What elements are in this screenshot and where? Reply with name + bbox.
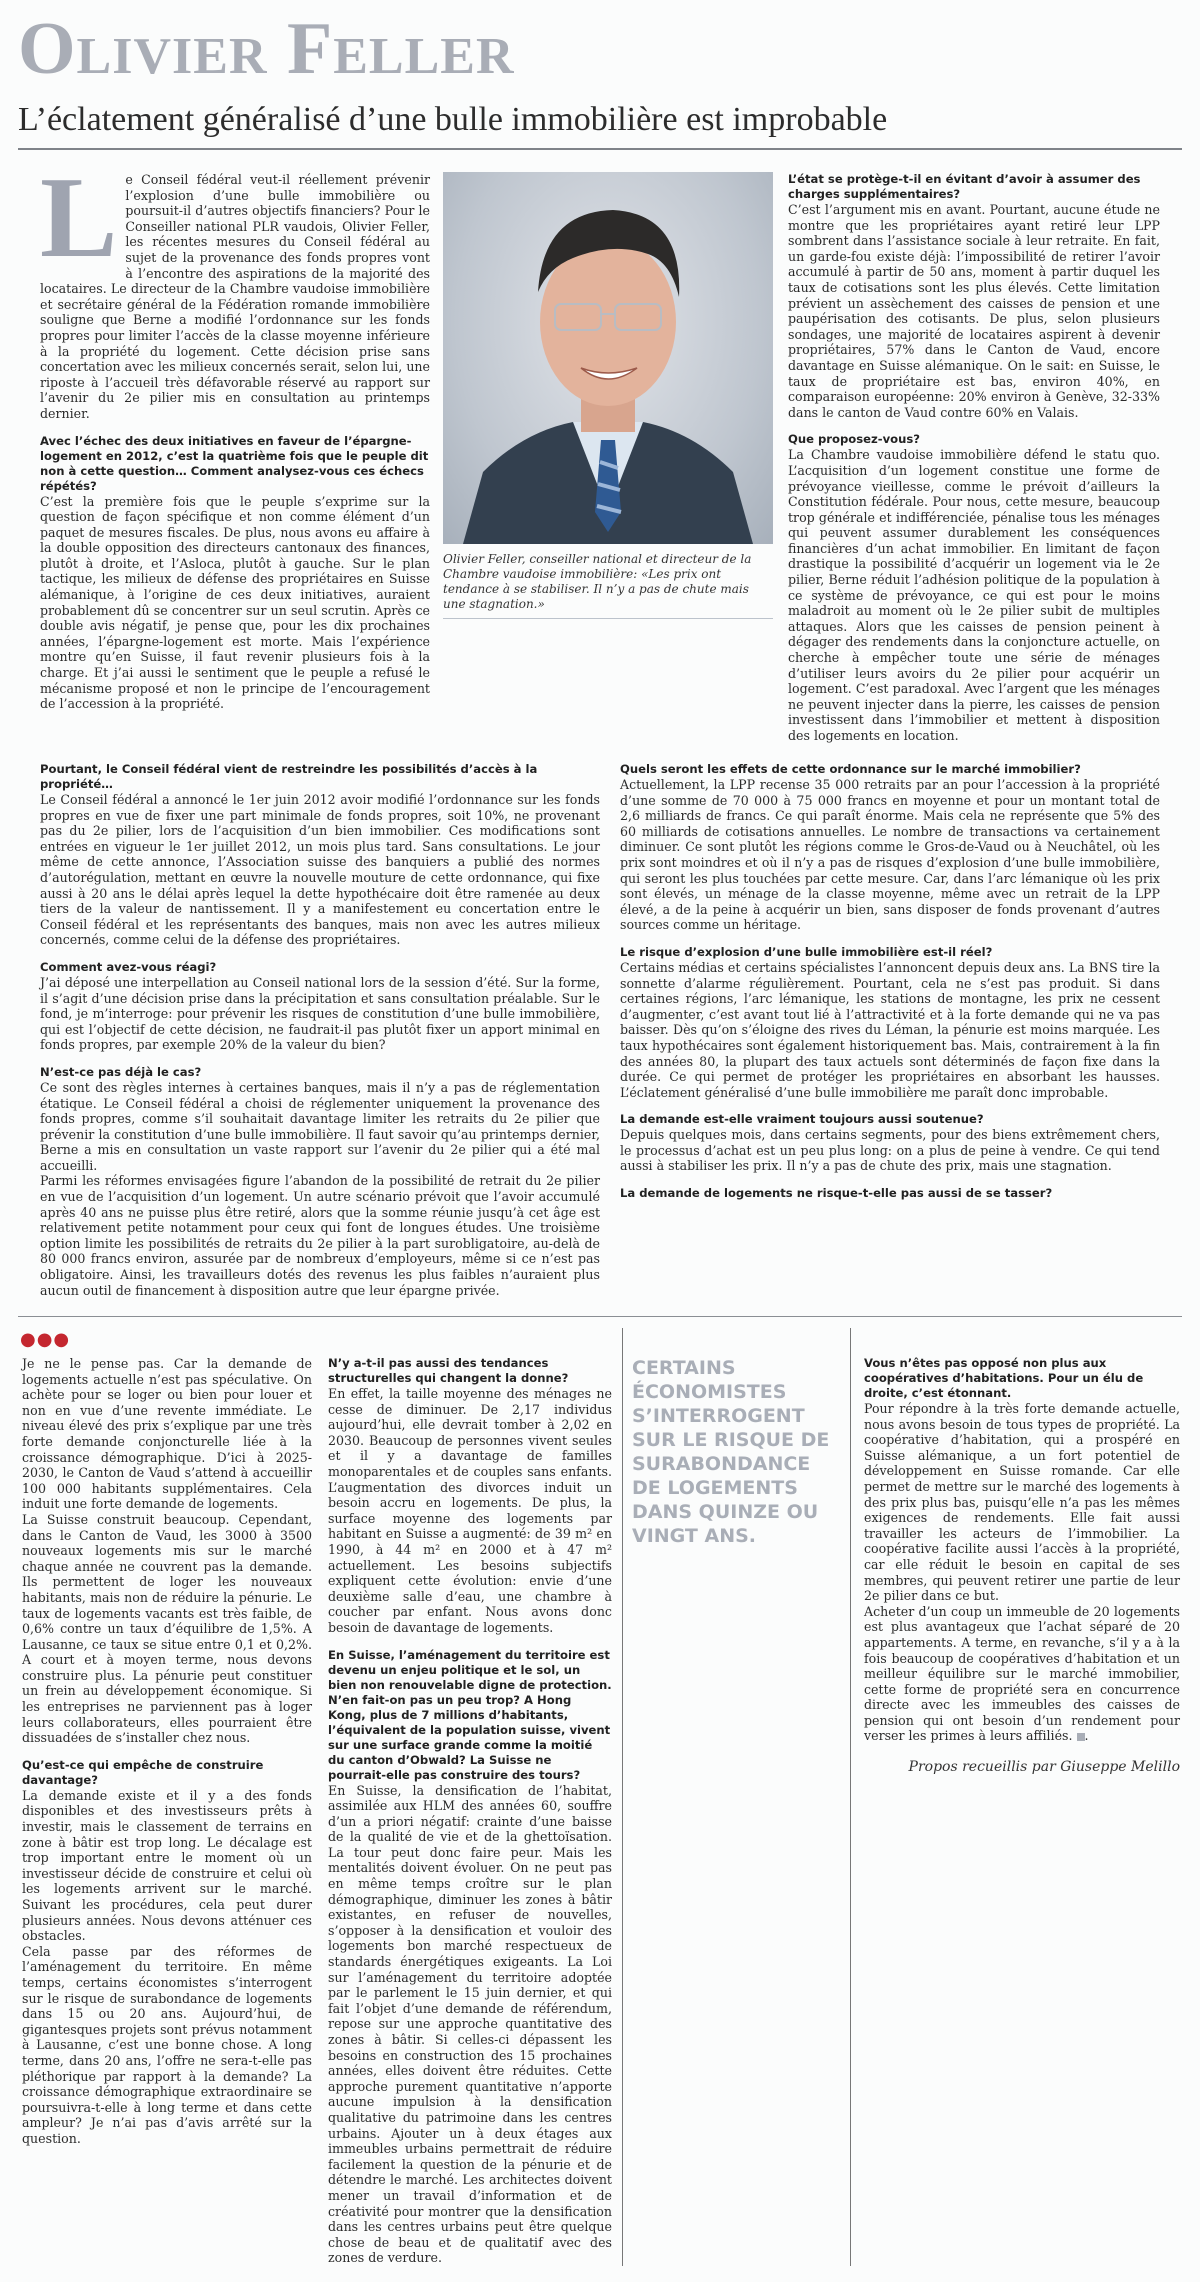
- answer-6: La Chambre vaudoise immobilière défend le statu quo. L’acquisition d’un logement constitue une forme de prévoyance vieillesse, comme le prévoit d’ailleurs la Constitution fédérale. Pour nous, cette mesure, beaucoup trop générale et indifférenciée, pénalise tous les ménages qui peuvent assumer durablement les conséquences financières d’un achat immobilier. En limitant de façon drastique la possibilité d’acquérir un logement via le 2e pilier, Berne réduit l’adhésion politique de la population à ce système de prévoyance, ce qui est pour le moins maladroit au moment où le 2e pilier subit de multiples attaques. Alors que les caisses de pension peinent à dégager des rendements dans la conjoncture actuelle, on cherche à empêcher toute une série de ménages d’utiliser leurs avoirs du 2e pilier pour acquérir un logement. C’est paradoxal. Avec l’argent que les ménages ne peuvent injecter dans la pierre, les caisses de pension investissent dans l’immobilier et mettent à disposition des logements en location.: [788, 447, 1160, 743]
- answer-12: En effet, la taille moyenne des ménages ne cesse de diminuer. De 2,17 individus aujourd’hui, elle devrait tomber à 2,02 en 2030. Beaucoup de personnes vivent seules et il y a davantage de familles monoparentales et de couples sans enfants. L’augmentation des divorces induit un besoin accru en logements. De plus, la surface moyenne des logements par habitant en Suisse a augmenté: de 39 m² en 1990, à 44 m² en 2000 et à 47 m² actuellement. Les besoins subjectifs expliquent cette évolution: envie d’une deuxième salle d’eau, une chambre à coucher par enfant. Nous avons donc besoin de davantage de logements.: [328, 1386, 612, 1635]
- answer-10b: La Suisse construit beaucoup. Cependant, dans le Canton de Vaud, les 3000 à 3500 nouveaux logements mis sur le marché chaque année ne couvrent pas la demande. Ils permettent de loger les nouveaux habitants, mais non de réduire la pénurie. Le taux de logements vacants est très faible, de 0,6% contre un taux d’équilibre de 1,5%. A Lausanne, ce taux se situe entre 0,1 et 0,2%. A court et à moyen terme, nous devons construire plus. La pénurie peut constituer un frein au développement économique. Si les entreprises ne parviennent pas à loger leurs collaborateurs, elles pourraient être dissuadées de s’installer chez nous.: [22, 1511, 312, 1746]
- answer-1: C’est la première fois que le peuple s’exprime sur la question de façon spécifique et non comme élément d’un paquet de mesures fiscales. De plus, nous avons eu affaire à la double opposition des directeurs cantonaux des finances, plutôt à droite, et l’Asloca, plutôt à gauche. Sur le plan tactique, les milieux de défense des propriétaires en Suisse alémanique, à l’origine de ces deux initiatives, auraient probablement dû se concentrer sur un seul scrutin. Après ce double avis négatif, je pense que, pour les dix prochaines années, l’épargne-logement est morte. Mais l’expérience montre qu’en Suisse, il faut revenir plusieurs fois à la charge. Et j’ai aussi le sentiment que le peuple a refusé le mécanisme proposé et non le principe de l’encouragement de l’accession à la propriété.: [40, 493, 430, 712]
- intro-column: [40, 154, 430, 712]
- photo-caption: Olivier Feller, conseiller national et directeur de la Chambre vaudoise immobilière: «Les prix ont tendance à se stabiliser. Il n’y a pas de chute mais une stagnation.»: [443, 552, 773, 619]
- question-4: N’est-ce pas déjà le cas?: [40, 1064, 202, 1079]
- question-12: N’y a-t-il pas aussi des tendances structurelles qui changent la donne?: [328, 1356, 569, 1385]
- pull-quote: CERTAINS ÉCONOMISTES S’INTERROGENT SUR LE RISQUE DE SURABONDANCE DE LOGEMENTS DANS QUINZE OU VINGT ANS.: [632, 1357, 830, 1547]
- headline: L’éclatement généralisé d’une bulle immobilière est improbable: [18, 101, 888, 138]
- right-column-top: [788, 172, 1160, 744]
- lower-column-2: [328, 1356, 612, 2266]
- question-13: En Suisse, l’aménagement du territoire est devenu un enjeu politique et le sol, un bien non renouvelable digne de protection. N’en fait-on pas un peu trop? A Hong Kong, plus de 7 millions d’habitants, l’équivalent de la population suisse, vivent sur une surface grande comme la moitié du canton d’Obwald? La Suisse ne pourrait-elle pas construire des tours?: [328, 1647, 612, 1782]
- answer-11b: Cela passe par des réformes de l’aménagement du territoire. En même temps, certains économistes s’interrogent sur le risque de surabondance de logements dans 15 ou 20 ans. Aujourd’hui, de gigantesques projets sont prévus notamment à Lausanne, c’est une bonne chose. A long terme, dans 20 ans, l’offre ne sera-t-elle pas pléthorique par rapport à la demande? La croissance démographique extraordinaire se poursuivra-t-elle à long terme et dans cette ampleur? Je n’ai pas d’avis arrêté sur la question.: [22, 1943, 312, 2146]
- answer-4: Ce sont des règles internes à certaines banques, mais il n’y a pas de réglementation étatique. Le Conseil fédéral a choisi de réglementer uniquement la provenance des fonds propres, comme s’il souhaitait davantage limiter les retraits du 2e pilier que prévenir la constitution d’une bulle immobilière. Il faut savoir qu’au printemps dernier, Berne a mis en consultation un vaste rapport sur l’avenir du 2e pilier qui a été mal accueilli.: [40, 1079, 600, 1173]
- lower-column-1: [22, 1356, 312, 2147]
- answer-7: Actuellement, la LPP recense 35 000 retraits par an pour l’accession à la propriété d’une somme de 70 000 à 75 000 francs en moyenne et pour un montant total de 2,6 milliards de francs. Ce qui paraît énorme. Mais cela ne représente que 5% des 60 milliards de cotisations annuelles. Le nombre de transactions va certainement diminuer. Ce sont plutôt les régions comme le Gros-de-Vaud ou à Neuchâtel, où les prix sont moindres et où il n’y a pas de risques d’explosion d’une bulle immobilière, qui seront les plus touchées par cette mesure. Car, dans l’arc lémanique où les prix sont élevés, un ménage de la classe moyenne, même avec un retrait de la LPP élevé, a de la peine à acquérir un bien, sans disposer de fonds provenant d’autres sources comme un héritage.: [620, 777, 1160, 933]
- question-10: La demande de logements ne risque-t-elle pas aussi de se tasser?: [620, 1186, 1053, 1201]
- answer-8: Certains médias et certains spécialistes l’annoncent depuis deux ans. La BNS tire la sonnette d’alarme régulièrement. Pourtant, cela ne s’est pas produit. Si dans certaines régions, l’arc lémanique, les stations de montagne, les prix ne cessent d’augmenter, c’est avant tout lié à l’attractivité et à la forte demande qui ne va pas baisser. Dès qu’on s’éloigne des rives du Léman, la pénurie est moins marquée. Les taux hypothécaires sont également historiquement bas. Mais, contrairement à la fin des années 80, la plupart des taux actuels sont déterminés de façon fixe dans la durée. Ce qui permet de protéger les propriétaires en absorbant les hausses. L’éclatement généralisé d’une bulle immobilière me paraît donc improbable.: [620, 959, 1160, 1100]
- question-11: Qu’est-ce qui empêche de construire davantage?: [22, 1757, 264, 1787]
- continuation-marker: ●●●: [20, 1329, 71, 1350]
- answer-3: J’ai déposé une interpellation au Conseil national lors de la session d’été. Sur la forme, il s’agit d’une décision prise dans la précipitation et sans consultation préalable. Sur le fond, je m’interroge: pour prévenir les risques de constitution d’une bulle immobilière, qui est l’objectif de cette décision, ne faudrait-il pas plutôt fixer un apport minimal en fonds propres, par exemple 20% de la valeur du bien?: [40, 974, 600, 1053]
- question-7: Quels seront les effets de cette ordonnance sur le marché immobilier?: [620, 762, 1081, 776]
- dropcap: L: [40, 154, 118, 282]
- portrait-photo: [443, 172, 773, 544]
- top-rule: [18, 148, 1182, 150]
- answer-10: Je ne le pense pas. Car la demande de logements actuelle n’est pas spéculative. On achète pour se loger ou bien pour louer et non en vue d’une revente immédiate. Le niveau élevé des prix s’explique par une très forte demande conjoncturelle liée à la croissance démographique. D’ici à 2025-2030, le Canton de Vaud s’attend à accueillir 100 000 habitants supplémentaires. Cela induit une forte demande de logements.: [22, 1356, 312, 1512]
- portrait-icon: [443, 172, 773, 544]
- lower-column-4: [864, 1356, 1180, 1744]
- end-mark-icon: [1077, 1733, 1085, 1741]
- answer-5: C’est l’argument mis en avant. Pourtant, aucune étude ne montre que les propriétaires ayant retiré leur LPP sombrent dans l’assistance sociale à leur retraite. En fait, un garde-fou existe déjà: l’impossibilité de retirer l’avoir accumulé à partir de 50 ans, moment à partir duquel les taux de cotisations sont les plus élevés. Cette limitation prévient un assèchement des caisses de pension et une paupérisation des cotisants. De plus, selon plusieurs sondages, une majorité de locataires aspirent à devenir propriétaires, 57% dans le Canton de Vaud, encore davantage en Suisse alémanique. On le sait: en Suisse, le taux de propriétaire est bas, environ 40%, en comparaison européenne: 20% environ à Genève, 32-33% dans le canton de Vaud contre 60% en Valais.: [788, 202, 1160, 420]
- answer-4b: Parmi les réformes envisagées figure l’abandon de la possibilité de retrait du 2e pilier en vue de l’acquisition d’un logement. Un autre scénario prévoit que l’avoir accumulé après 40 ans ne puisse plus être retiré, alors que la somme réunie jusqu’à cet âge est relativement petite notamment pour ceux qui font de longues études. Une troisième option limite les possibilités de retraits du 2e pilier à la part surobligatoire, au-delà de 80 000 francs environ, assurée par de nombreux d’employeurs, même si ce n’est pas obligatoire. Ainsi, les travailleurs dotés des revenus les plus faibles n’auraient plus aucun outil de financement à disposition autre que leur épargne privée.: [40, 1173, 600, 1298]
- question-6: Que proposez-vous?: [788, 432, 920, 447]
- masthead: Olivier Feller: [18, 8, 515, 90]
- question-8: Le risque d’explosion d’une bulle immobilière est-il réel?: [620, 944, 993, 959]
- intro-text: e Conseil fédéral veut-il réellement prévenir l’explosion d’une bulle immobilière ou poursuit-il d’autres objectifs financiers? Pour le Conseiller national PLR vaudois, Olivier Feller, les récentes mesures du Conseil fédéral au sujet de la provenance des fonds propres vont à l’encontre des aspirations de la majorité des locataires. Le directeur de la Chambre vaudoise immobilière et secrétaire général de la Fédération romande immobilière souligne que Berne a modifié l’ordonnance sur les fonds propres pour limiter l’accès de la classe moyenne inférieure à la propriété du logement. Cette décision prise sans concertation avec les milieux concernés serait, selon lui, une riposte à l’accueil très défavorable réservé au rapport sur l’avenir du 2e pilier mis en consultation au printemps dernier.: [40, 172, 430, 421]
- answer-2: Le Conseil fédéral a annoncé le 1er juin 2012 avoir modifié l’ordonnance sur les fonds propres en vue de fixer une part minimale de fonds propres, soit 10%, ne provenant pas du 2e pilier, lors de l’acquisition d’un bien immobilier. Ces modifications sont entrées en vigueur le 1er juillet 2012, un mois plus tard. Sans consultations. Le jour même de cette annonce, l’Association suisse des banquiers a publié des normes d’autorégulation, mettant en œuvre la nouvelle mouture de cette ordonnance, qui fixe aussi à 20 ans le délai après lequel la dette hypothécaire doit être ramenée au deux tiers de la valeur de nantissement. Il y a manifestement eu concertation entre le Conseil fédéral et les représentants des banques, mais non avec les autres milieux concernés, comme celui de la défense des propriétaires.: [40, 792, 600, 948]
- question-3: Comment avez-vous réagi?: [40, 959, 217, 974]
- answer-11: La demande existe et il y a des fonds disponibles et des investisseurs prêts à investir, mais le classement de terrains en zone à bâtir est trop long. Le décalage est trop important entre le moment où un investisseur décide de construire et celui où les logements arrivent sur le marché. Suivant les procédures, cela peut durer plusieurs années. Nous devons atténuer ces obstacles.: [22, 1787, 312, 1944]
- left-column-lower: [40, 762, 600, 1298]
- pull-quote-divider-right: [850, 1328, 851, 2266]
- right-column-lower: [620, 762, 1160, 1201]
- answer-13: En Suisse, la densification de l’habitat, assimilée aux HLM des années 60, souffre d’un a priori négatif: crainte d’une baisse de la qualité de vie et de la ghettoïsation. La tour peut donc faire peur. Mais les mentalités doivent évoluer. On ne peut pas en même temps croître sur le plan démographique, diminuer les zones à bâtir existantes, en refuser de nouvelles, s’opposer à la densification et vouloir des logements bon marché respectueux de standards énergétiques exigeants. La Loi sur l’aménagement du territoire adoptée par le parlement le 15 juin dernier, et qui fait l’objet d’une demande de référendum, repose sur une approche quantitative des zones à bâtir. Si celles-ci dépassent les besoins en construction des 15 prochaines années, elles doivent être réduites. Cette approche purement quantitative n’apporte aucune impulsion à la densification qualitative du patrimoine dans les centres urbains. Ajouter un à deux étages aux immeubles urbains permettrait de réduire facilement la question de la pénurie et de détendre le marché. Les architectes doivent mener un travail d’information et de créativité pour montrer que la densification dans les centres urbains peut être quelque chose de beau et de qualitatif avec des zones de verdure.: [328, 1782, 612, 2266]
- intro-paragraph: [40, 154, 430, 422]
- answer-9: Depuis quelques mois, dans certains segments, pour des biens extrêmement chers, le processus d’achat est un peu plus long: on a plus de peine à vendre. Ce qui tend aussi à stabiliser les prix. Il n’y a pas de chute des prix, mais une stagnation.: [620, 1127, 1160, 1174]
- byline: Propos recueillis par Giuseppe Melillo: [908, 1759, 1180, 1775]
- question-5: L’état se protège-t-il en évitant d’avoir à assumer des charges supplémentaires?: [788, 172, 1141, 201]
- question-14: Vous n’êtes pas opposé non plus aux coopératives d’habitations. Pour un élu de droite, c’est étonnant.: [864, 1356, 1144, 1400]
- answer-14: Pour répondre à la très forte demande actuelle, nous avons besoin de tous types de propriété. La coopérative d’habitation, qui a prospéré en Suisse alémanique, a un fort potentiel de développement en Suisse romande. Car elle permet de mettre sur le marché des logements à des prix plus bas, puisqu’elle n’a pas les mêmes exigences de rendements. Elle fait aussi travailler les acteurs de l’immobilier. La coopérative facilite aussi l’accès à la propriété, car elle réduit le besoin en capital de ses membres, qui peuvent retirer une partie de leur 2e pilier dans ce but.: [864, 1401, 1180, 1604]
- answer-14b-text: Acheter d’un coup un immeuble de 20 logements est plus avantageux que l’achat séparé de 20 appartements. A terme, en revanche, s’il y a à la fois beaucoup de coopératives d’habitation et un meilleur équilibre sur le marché immobilier, cette forme de propriété sera en concurrence directe avec les immeubles des caisses de pension qui ont besoin d’un rendement pour verser les primes à leurs affiliés.: [864, 1603, 1180, 1744]
- question-2: Pourtant, le Conseil fédéral vient de restreindre les possibilités d’accès à la propriété…: [40, 762, 538, 791]
- fold-rule: [18, 1316, 1182, 1317]
- question-1: Avec l’échec des deux initiatives en faveur de l’épargne-logement en 2012, c’est la quatrième fois que le peuple dit non à cette question… Comment analysez-vous ces échecs répétés?: [40, 433, 429, 493]
- answer-14b: Acheter d’un coup un immeuble de 20 logements est plus avantageux que l’achat séparé de 20 appartements. A terme, en revanche, s’il y a à la fois beaucoup de coopératives d’habitation et un meilleur équilibre sur le marché immobilier, cette forme de propriété sera en concurrence directe avec les immeubles des caisses de pension qui ont besoin d’un rendement pour verser les primes à leurs affiliés. .: [864, 1603, 1180, 1744]
- question-9: La demande est-elle vraiment toujours aussi soutenue?: [620, 1112, 984, 1127]
- pull-quote-divider-left: [622, 1328, 623, 2266]
